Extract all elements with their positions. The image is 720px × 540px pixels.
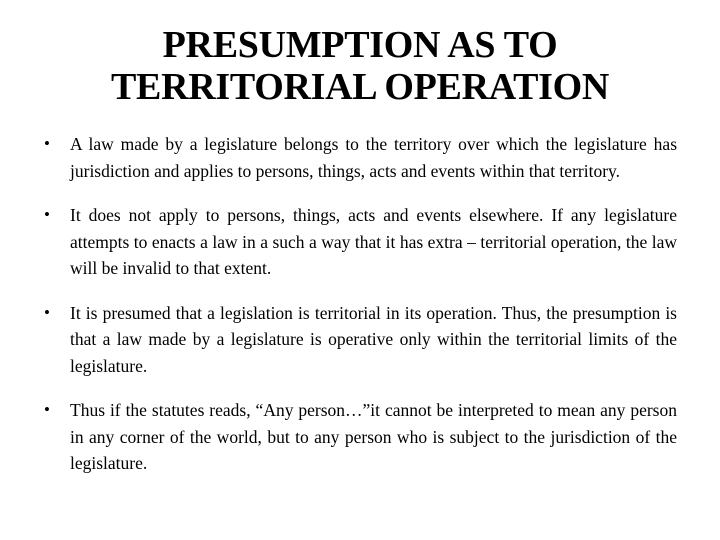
slide-title-line-2: TERRITORIAL OPERATION [110,66,610,108]
bullet-icon: • [44,400,50,419]
bullet-text-1: A law made by a legislature belongs to the territory over which the legislature has jurisdiction and applies to persons, things, acts and events within that territory. [70,134,677,181]
bullet-item-3 [44,300,677,380]
bullet-list [44,131,677,495]
bullet-icon: • [44,134,50,153]
bullet-item-4 [44,397,677,477]
bullet-icon: • [44,205,50,224]
bullet-text-2: It does not apply to persons, things, acts and events elsewhere. If any legislature attempts to enacts a law in a such a way that it has extra – territorial operation, the law will be invalid to that extent. [70,205,677,278]
bullet-text-4: Thus if the statutes reads, “Any person…”it cannot be interpreted to mean any person in any corner of the world, but to any person who is subject to the jurisdiction of the legislature. [70,400,677,473]
bullet-item-2 [44,202,677,282]
bullet-text-3: It is presumed that a legislation is territorial in its operation. Thus, the presumption is that a law made by a legislature is operative only within the territorial limits of the legislature. [70,302,677,376]
slide-title-line-1: PRESUMPTION AS TO [162,24,558,66]
bullet-icon: • [44,302,50,322]
slide-title [40,24,680,108]
bullet-item-1 [44,131,677,184]
